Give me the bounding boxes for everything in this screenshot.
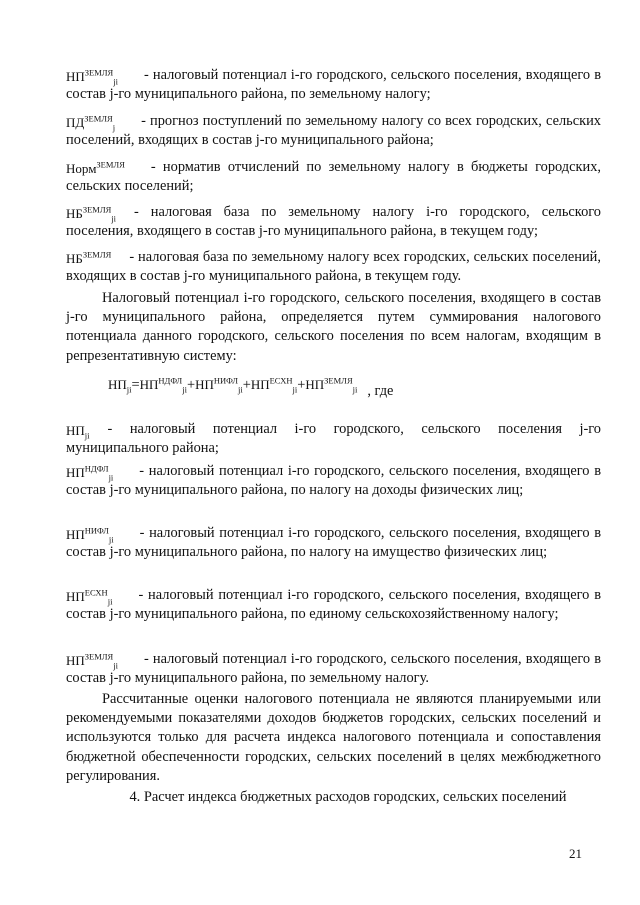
definition-norm-land	[66, 158, 601, 196]
formula-term-eshn: $НП^{ЕСХН}_{ji}$	[250, 375, 298, 395]
definition-text: - налоговый потенциал i-го городского, сельского поселения, входящего в состав j-го муниципального района, по налогу на доходы физических лиц;	[66, 463, 601, 499]
formula-term-ndfl: $НП^{НДФЛ}_{ji}$	[139, 375, 187, 395]
formula-plus: +	[242, 377, 251, 393]
formula-where: , где	[367, 383, 394, 399]
definition-text: - налоговая база по земельному налогу i-го городского, сельского поселения, входящего в состав j-го муниципального района, в текущем году;	[66, 204, 601, 240]
formula-lhs: $НП_{ji}$	[108, 377, 132, 395]
definition-np-total	[66, 420, 601, 458]
definition-text: - налоговый потенциал i-го городского, сельского поселения, входящего в состав j-го муниципального района, по единому сельскохозяйственному налогу;	[66, 587, 601, 623]
definition-text: - налоговая база по земельному налогу всех городских, сельских поселений, входящих в состав j-го муниципального района, в текущем году.	[66, 249, 601, 285]
page-number: 21	[569, 846, 582, 861]
formula-term-nifl: $НП^{НИФЛ}_{ji}$	[195, 375, 243, 395]
paragraph-estimates: Рассчитанные оценки налогового потенциала не являются планируемыми или рекомендуемыми показателями доходов бюджетов городских, сельских поселений и используются только для расчета индекса налогового потенциала и сопоставления бюджетной обеспеченности городских, сельских поселений в целях межбюджетного регулирования.	[66, 691, 601, 784]
section-title: 4. Расчет индекса бюджетных расходов городских, сельских поселений	[129, 789, 567, 805]
definition-text: - налоговый потенциал i-го городского, сельского поселения, входящего в состав j-го муниципального района, по земельному налогу;	[66, 67, 601, 103]
definition-nb-land-total	[66, 248, 601, 286]
formula-plus: +	[297, 377, 306, 393]
symbol-nb-land: $НБ^{ЗЕМЛЯ}_{ji}$	[66, 204, 117, 224]
symbol-nb-land-total: $НБ^{ЗЕМЛЯ}$	[66, 249, 112, 266]
definition-np-ndfl	[66, 462, 601, 500]
definition-np-land	[66, 66, 601, 104]
formula-plus: +	[186, 377, 196, 393]
definition-text: - норматив отчислений по земельному налогу в бюджеты городских, сельских поселений;	[66, 159, 601, 195]
symbol-np-ndfl: $НП^{НДФЛ}_{ji}$	[66, 463, 114, 483]
definition-np-land-bottom	[66, 650, 601, 688]
definition-pd-land	[66, 112, 601, 150]
tax-potential-formula	[108, 375, 548, 401]
symbol-pd-land: $ПД^{ЗЕМЛЯ}_j$	[66, 113, 116, 133]
paragraph-tax-potential: Налоговый потенциал i-го городского, сельского поселения, входящего в состав j-го муниципального района, определяется путем суммирования налогового потенциала данного городского, сельского поселения по всем налогам, входящим в репрезентативную систему:	[66, 290, 601, 364]
symbol-np-total: $НП_{ji}$	[66, 423, 90, 441]
symbol-np-eshn: $НП^{ЕСХН}_{ji}$	[66, 587, 113, 607]
definition-text: - налоговый потенциал i-го городского, сельского поселения, входящего в состав j-го муниципального района, по земельному налогу.	[66, 651, 601, 687]
definition-nb-land	[66, 203, 601, 241]
symbol-np-land: $НП^{ЗЕМЛЯ}_{ji}$	[66, 67, 118, 87]
symbol-np-nifl: $НП^{НИФЛ}_{ji}$	[66, 525, 114, 545]
symbol-norm-land: Норм$^{ЗЕМЛЯ}$	[66, 159, 125, 176]
formula-equals: =	[131, 377, 140, 393]
definition-np-eshn	[66, 586, 601, 624]
definition-text: - прогноз поступлений по земельному налогу со всех городских, сельских поселений, входящих в состав j-го муниципального района;	[66, 113, 601, 149]
formula-term-land: $НП^{ЗЕМЛЯ}_{ji}$	[305, 375, 358, 395]
definition-text: - налоговый потенциал i-го городского, сельского поселения, входящего в состав j-го муниципального района, по налогу на имущество физических лиц;	[66, 525, 601, 561]
definition-text: - налоговый потенциал i-го городского, сельского поселения j-го муниципального района;	[66, 421, 601, 457]
symbol-np-land-bottom: $НП^{ЗЕМЛЯ}_{ji}$	[66, 651, 118, 671]
definition-np-nifl	[66, 524, 601, 562]
